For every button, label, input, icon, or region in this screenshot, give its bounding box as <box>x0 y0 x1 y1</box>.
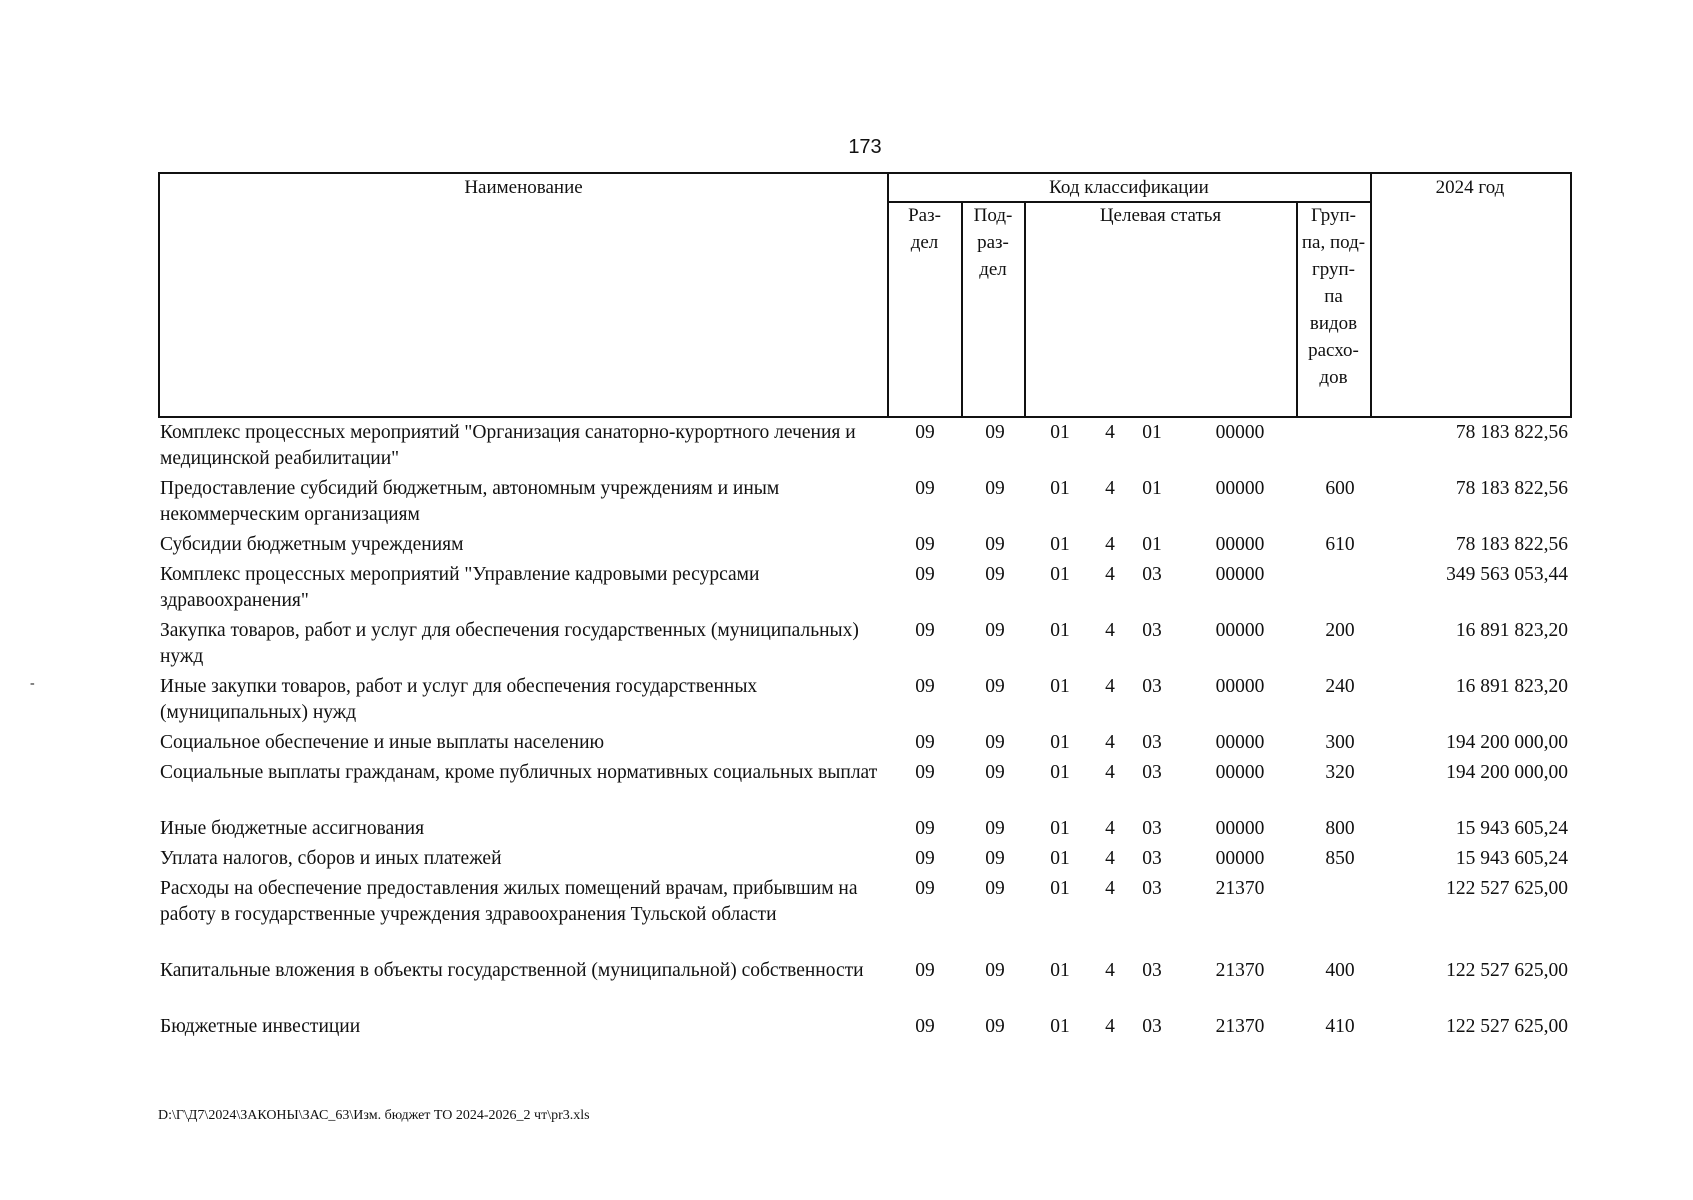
row-amount: 194 200 000,00 <box>1446 732 1568 753</box>
header-name: Наименование <box>464 177 583 198</box>
row-target-subprogram: 03 <box>1142 676 1162 697</box>
header-year: 2024 год <box>1435 177 1505 198</box>
row-target-type: 4 <box>1105 534 1115 555</box>
row-podrazdel: 09 <box>985 478 1005 499</box>
row-razdel: 09 <box>915 1016 935 1037</box>
row-target-direction: 00000 <box>1215 534 1265 555</box>
row-target-program: 01 <box>1050 818 1070 839</box>
row-podrazdel: 09 <box>985 960 1005 981</box>
row-target-type: 4 <box>1105 422 1115 443</box>
table-header <box>158 172 1572 418</box>
row-podrazdel: 09 <box>985 620 1005 641</box>
row-razdel: 09 <box>915 676 935 697</box>
row-target-type: 4 <box>1105 762 1115 783</box>
row-target-direction: 00000 <box>1215 620 1265 641</box>
row-target-type: 4 <box>1105 732 1115 753</box>
row-amount: 349 563 053,44 <box>1446 564 1568 585</box>
row-razdel: 09 <box>915 534 935 555</box>
row-target-type: 4 <box>1105 1016 1115 1037</box>
row-expense-type: 320 <box>1325 762 1355 783</box>
header-divider <box>1024 201 1026 418</box>
row-name: Бюджетные инвестиции <box>160 1016 361 1037</box>
row-target-program: 01 <box>1050 1016 1070 1037</box>
row-expense-type: 850 <box>1325 848 1355 869</box>
row-target-type: 4 <box>1105 960 1115 981</box>
row-expense-type: 610 <box>1325 534 1355 555</box>
row-target-subprogram: 03 <box>1142 762 1162 783</box>
row-name: Социальные выплаты гражданам, кроме публичных нормативных социальных выплат <box>160 762 878 783</box>
row-razdel: 09 <box>915 732 935 753</box>
row-podrazdel: 09 <box>985 1016 1005 1037</box>
file-path: D:\Г\Д7\2024\ЗАКОНЫ\ЗАС_63\Изм. бюджет ТО 2024-2026_2 чт\pr3.xls <box>158 1108 590 1123</box>
row-target-direction: 00000 <box>1215 422 1265 443</box>
row-target-subprogram: 01 <box>1142 422 1162 443</box>
row-name: Субсидии бюджетным учреждениям <box>160 534 464 555</box>
row-razdel: 09 <box>915 620 935 641</box>
row-name: Закупка товаров, работ и услуг для обеспечения государственных (муниципальных) нужд <box>160 620 859 667</box>
row-target-subprogram: 03 <box>1142 564 1162 585</box>
row-razdel: 09 <box>915 762 935 783</box>
row-target-direction: 00000 <box>1215 732 1265 753</box>
row-target-type: 4 <box>1105 564 1115 585</box>
row-expense-type: 300 <box>1325 732 1355 753</box>
row-target-direction: 00000 <box>1215 478 1265 499</box>
row-target-program: 01 <box>1050 478 1070 499</box>
row-name: Комплекс процессных мероприятий "Управление кадровыми ресурсами здравоохранения" <box>160 564 760 611</box>
page-number: 173 <box>848 136 882 158</box>
row-amount: 78 183 822,56 <box>1455 422 1568 443</box>
row-expense-type: 600 <box>1325 478 1355 499</box>
header-podrazdel: Под- раз- дел <box>973 205 1013 280</box>
margin-mark: - <box>30 676 35 691</box>
row-razdel: 09 <box>915 564 935 585</box>
row-target-subprogram: 03 <box>1142 1016 1162 1037</box>
row-name: Уплата налогов, сборов и иных платежей <box>160 848 502 869</box>
row-name: Капитальные вложения в объекты государственной (муниципальной) собственности <box>160 960 864 981</box>
row-target-subprogram: 03 <box>1142 732 1162 753</box>
row-amount: 15 943 605,24 <box>1455 848 1568 869</box>
row-target-subprogram: 03 <box>1142 878 1162 899</box>
row-expense-type: 200 <box>1325 620 1355 641</box>
row-amount: 122 527 625,00 <box>1446 1016 1568 1037</box>
row-target-direction: 21370 <box>1215 1016 1265 1037</box>
row-target-program: 01 <box>1050 676 1070 697</box>
row-razdel: 09 <box>915 422 935 443</box>
row-target-type: 4 <box>1105 620 1115 641</box>
row-podrazdel: 09 <box>985 732 1005 753</box>
row-target-type: 4 <box>1105 878 1115 899</box>
row-target-subprogram: 03 <box>1142 818 1162 839</box>
row-target-direction: 21370 <box>1215 878 1265 899</box>
row-expense-type: 800 <box>1325 818 1355 839</box>
header-razdel: Раз- дел <box>908 205 941 253</box>
row-amount: 16 891 823,20 <box>1455 676 1568 697</box>
row-amount: 78 183 822,56 <box>1455 478 1568 499</box>
row-razdel: 09 <box>915 818 935 839</box>
row-name: Расходы на обеспечение предоставления жилых помещений врачам, прибывшим на работу в государственные учреждения здравоохранения Тульской области <box>160 878 858 925</box>
row-target-program: 01 <box>1050 422 1070 443</box>
row-amount: 122 527 625,00 <box>1446 960 1568 981</box>
row-target-subprogram: 03 <box>1142 960 1162 981</box>
row-podrazdel: 09 <box>985 534 1005 555</box>
row-name: Комплекс процессных мероприятий "Организация санаторно-курортного лечения и медицинской реабилитации" <box>160 422 856 469</box>
row-razdel: 09 <box>915 848 935 869</box>
row-target-program: 01 <box>1050 564 1070 585</box>
row-target-program: 01 <box>1050 620 1070 641</box>
header-code-classification: Код классификации <box>1049 177 1209 198</box>
row-target-type: 4 <box>1105 676 1115 697</box>
row-podrazdel: 09 <box>985 818 1005 839</box>
row-podrazdel: 09 <box>985 848 1005 869</box>
row-expense-type: 240 <box>1325 676 1355 697</box>
row-expense-type: 410 <box>1325 1016 1355 1037</box>
row-amount: 194 200 000,00 <box>1446 762 1568 783</box>
row-target-direction: 00000 <box>1215 762 1265 783</box>
row-amount: 15 943 605,24 <box>1455 818 1568 839</box>
row-target-program: 01 <box>1050 534 1070 555</box>
row-amount: 16 891 823,20 <box>1455 620 1568 641</box>
row-target-direction: 21370 <box>1215 960 1265 981</box>
row-name: Иные закупки товаров, работ и услуг для обеспечения государственных (муниципальных) нужд <box>160 676 758 723</box>
row-razdel: 09 <box>915 878 935 899</box>
row-name: Предоставление субсидий бюджетным, автономным учреждениям и иным некоммерческим организациям <box>160 478 780 525</box>
row-target-program: 01 <box>1050 732 1070 753</box>
row-target-type: 4 <box>1105 818 1115 839</box>
row-target-direction: 00000 <box>1215 564 1265 585</box>
row-target-type: 4 <box>1105 848 1115 869</box>
header-target-article: Целевая статья <box>1099 205 1222 226</box>
row-podrazdel: 09 <box>985 762 1005 783</box>
row-target-program: 01 <box>1050 762 1070 783</box>
row-razdel: 09 <box>915 478 935 499</box>
row-target-program: 01 <box>1050 960 1070 981</box>
row-amount: 78 183 822,56 <box>1455 534 1568 555</box>
row-target-direction: 00000 <box>1215 848 1265 869</box>
row-name: Иные бюджетные ассигнования <box>160 818 425 839</box>
row-podrazdel: 09 <box>985 676 1005 697</box>
row-target-program: 01 <box>1050 848 1070 869</box>
row-target-program: 01 <box>1050 878 1070 899</box>
row-target-subprogram: 01 <box>1142 478 1162 499</box>
row-podrazdel: 09 <box>985 564 1005 585</box>
row-target-type: 4 <box>1105 478 1115 499</box>
row-target-subprogram: 03 <box>1142 848 1162 869</box>
header-expense-group: Груп- па, под- груп- па видов расхо- дов <box>1301 205 1366 388</box>
row-target-subprogram: 01 <box>1142 534 1162 555</box>
row-target-subprogram: 03 <box>1142 620 1162 641</box>
row-podrazdel: 09 <box>985 878 1005 899</box>
row-target-direction: 00000 <box>1215 676 1265 697</box>
row-razdel: 09 <box>915 960 935 981</box>
row-name: Социальное обеспечение и иные выплаты населению <box>160 732 605 753</box>
row-amount: 122 527 625,00 <box>1446 878 1568 899</box>
row-podrazdel: 09 <box>985 422 1005 443</box>
header-divider <box>1370 174 1372 418</box>
row-target-direction: 00000 <box>1215 818 1265 839</box>
row-expense-type: 400 <box>1325 960 1355 981</box>
